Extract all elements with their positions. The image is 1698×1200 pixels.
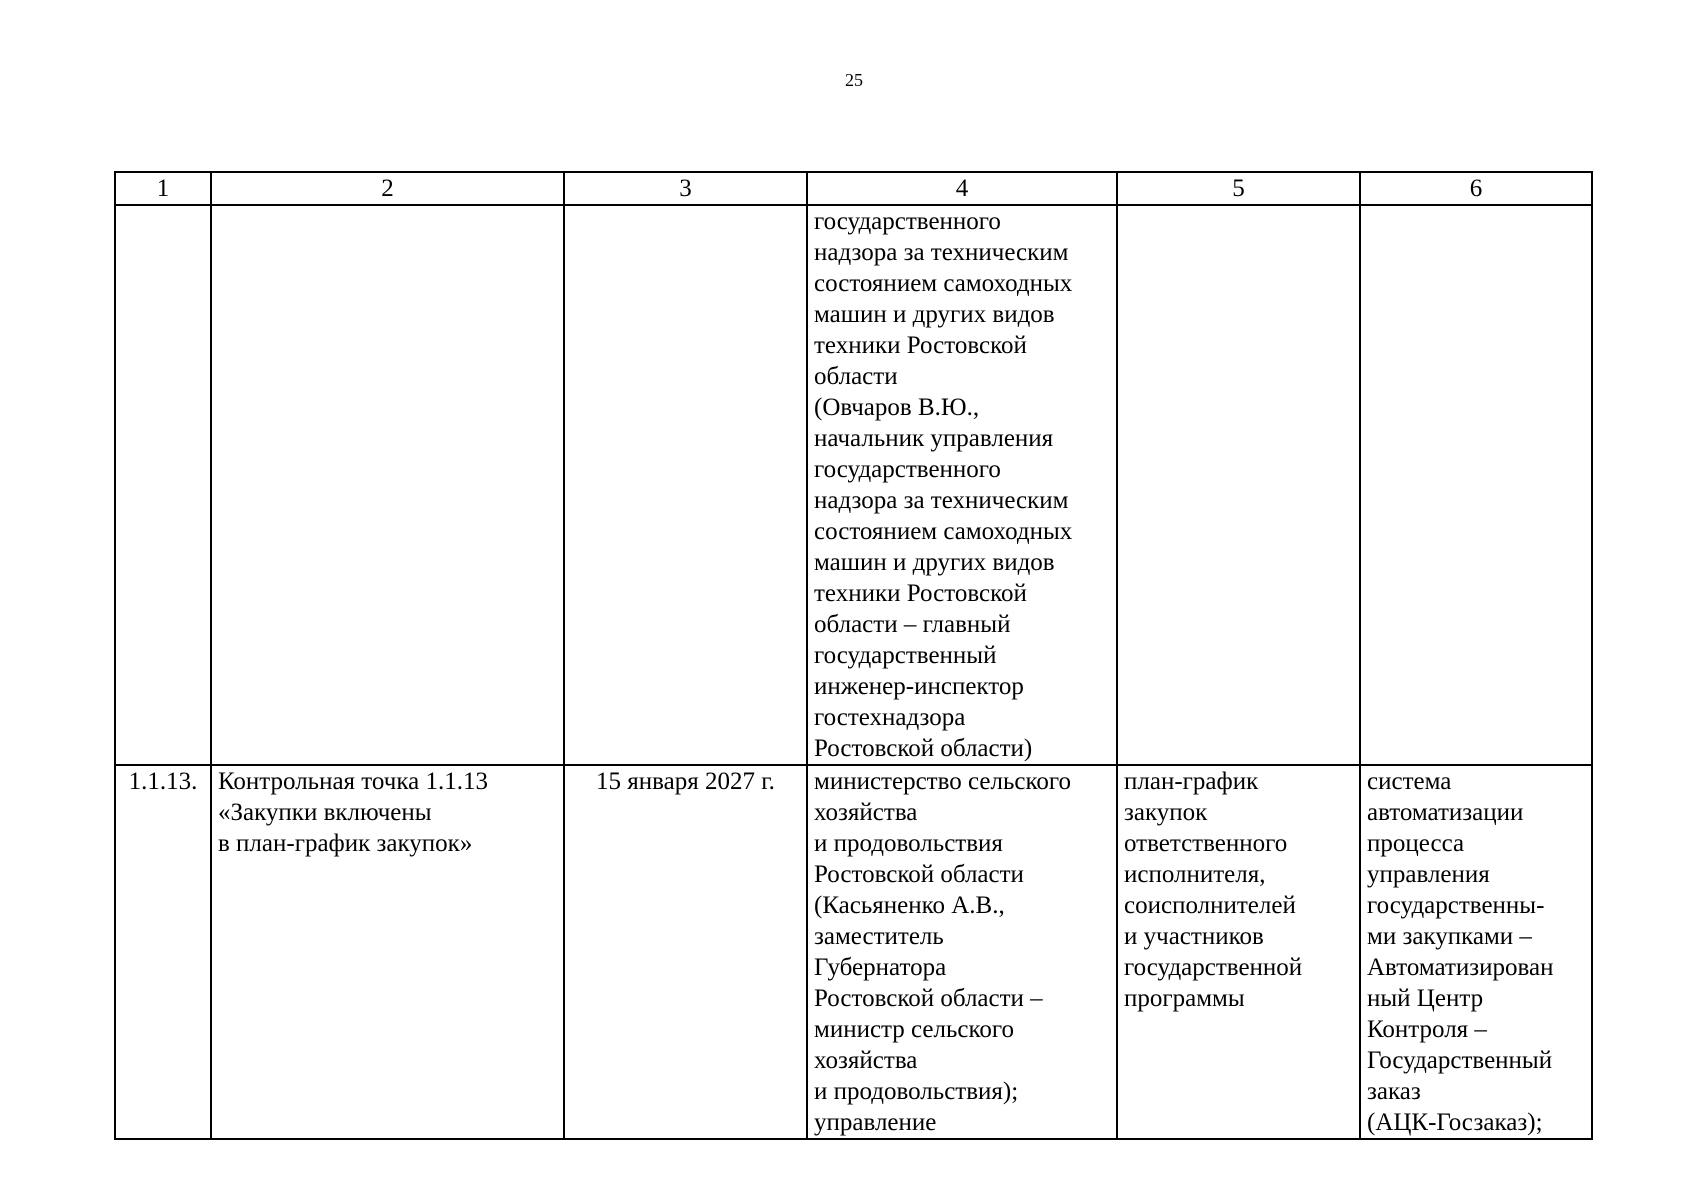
responsible-cell: министерство сельского хозяйства и продовольствия Ростовской области (Касьяненко А.В., заместитель Губернатора Ростовской области – министр сельского хозяйства и продовольствия); управление: [807, 765, 1117, 1139]
deadline-cell: 15 января 2027 г.: [564, 765, 807, 1139]
column-header-1: 1: [115, 172, 211, 205]
table-header-row: [115, 172, 1592, 205]
measures-table: [114, 171, 1593, 1140]
page-number: 25: [845, 70, 863, 90]
deadline-cell: [564, 205, 807, 765]
responsible-cell: государственного надзора за техническим состоянием самоходных машин и других видов техники Ростовской области (Овчаров В.Ю., начальник управления государственного надзора за техническим состоянием самоходных машин и других видов техники Ростовской области – главный государственный инженер-инспектор гостехнадзора Ростовской области): [807, 205, 1117, 765]
column-header-5: 5: [1117, 172, 1360, 205]
event-name-cell: Контрольная точка 1.1.13 «Закупки включены в план-график закупок»: [211, 765, 564, 1139]
row-number-cell: [115, 205, 211, 765]
column-header-6: 6: [1360, 172, 1592, 205]
row-number-cell: 1.1.13.: [115, 765, 211, 1139]
information-system-cell: система автоматизации процесса управления государственны- ми закупками – Автоматизирован ный Центр Контроля – Государственный заказ (АЦК-Госзаказ);: [1360, 765, 1592, 1139]
column-header-4: 4: [807, 172, 1117, 205]
document-type-cell: [1117, 205, 1360, 765]
table-row: [115, 205, 1592, 765]
table-row: [115, 765, 1592, 1139]
document-type-cell: план-график закупок ответственного исполнителя, соисполнителей и участников государственной программы: [1117, 765, 1360, 1139]
event-name-cell: [211, 205, 564, 765]
column-header-2: 2: [211, 172, 564, 205]
information-system-cell: [1360, 205, 1592, 765]
column-header-3: 3: [564, 172, 807, 205]
